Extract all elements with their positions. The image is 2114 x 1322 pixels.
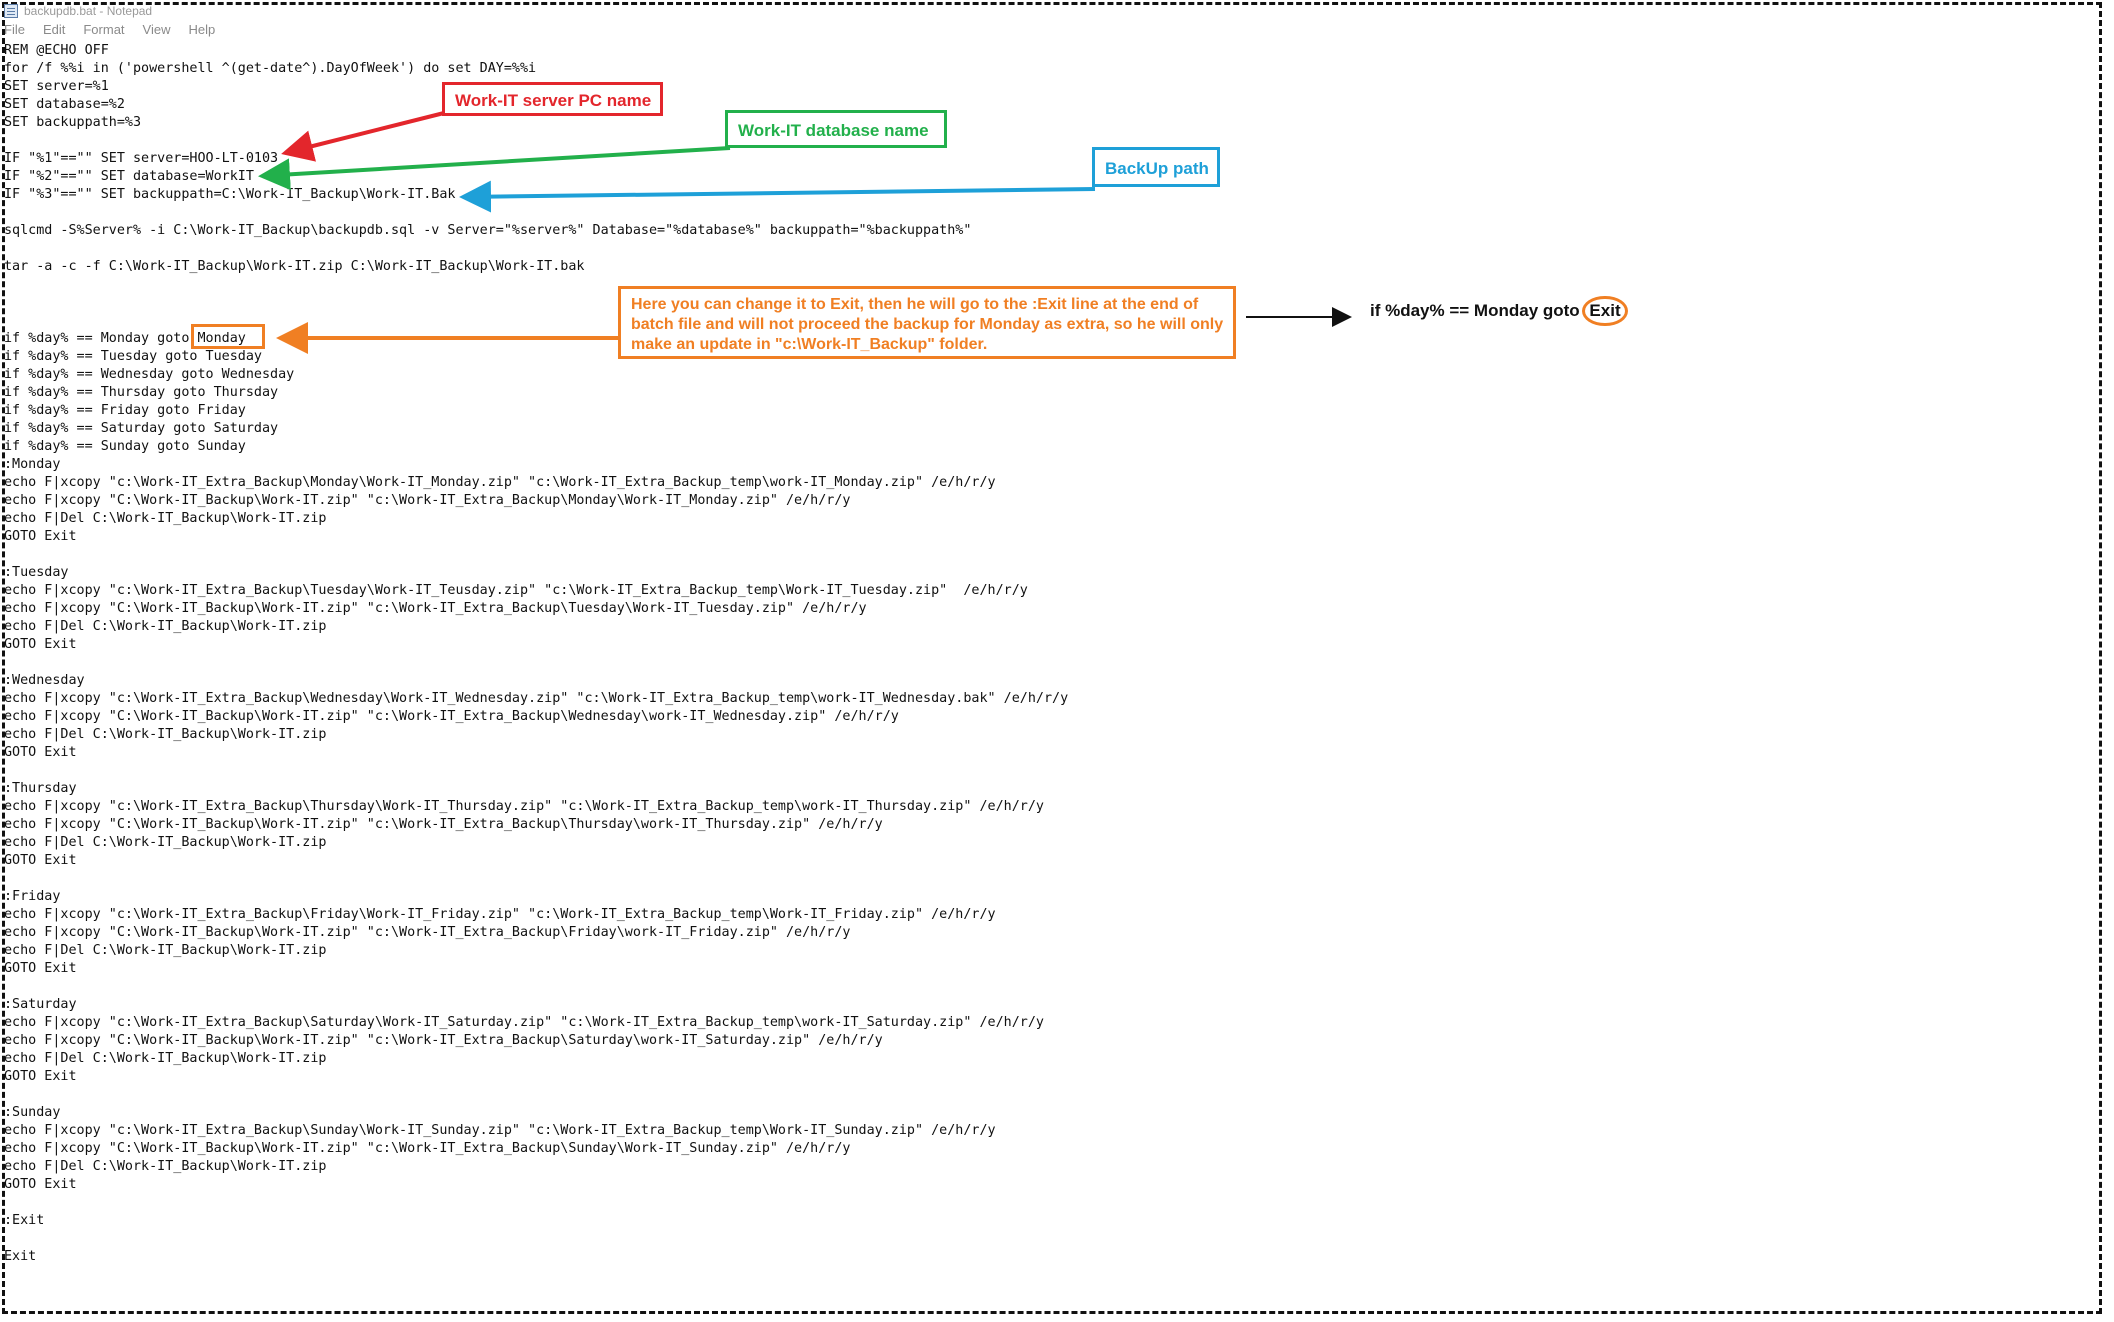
code-line: :Sunday <box>4 1105 61 1120</box>
code-line: if %day% == Wednesday goto Wednesday <box>4 367 295 382</box>
code-line: :Friday <box>4 889 61 904</box>
menu-format[interactable]: Format <box>83 22 125 37</box>
code-line: echo F|xcopy "c:\Work-IT_Extra_Backup\Thursday\Work-IT_Thursday.zip" "c:\Work-IT_Extra_Backup_temp\work-IT_Thursday.zip" /e/h/r/y <box>4 799 1044 814</box>
code-line: GOTO Exit <box>4 637 77 652</box>
window-title: backupdb.bat - Notepad <box>24 4 153 18</box>
code-line: SET database=%2 <box>4 97 125 112</box>
code-line: echo F|xcopy "c:\Work-IT_Extra_Backup\Saturday\Work-IT_Saturday.zip" "c:\Work-IT_Extra_Backup_temp\work-IT_Saturday.zip" /e/h/r/y <box>4 1015 1044 1030</box>
code-line: if %day% == Friday goto Friday <box>4 403 246 418</box>
code-line: Exit <box>4 1249 37 1264</box>
code-line: :Tuesday <box>4 565 69 580</box>
code-line: for /f %%i in ('powershell ^(get-date^).DayOfWeek') do set DAY=%%i <box>4 61 537 76</box>
code-line: echo F|xcopy "C:\Work-IT_Backup\Work-IT.zip" "c:\Work-IT_Extra_Backup\Tuesday\Work-IT_Tuesday.zip" /e/h/r/y <box>4 601 867 616</box>
example-prefix: if %day% == Monday goto <box>1370 301 1585 320</box>
code-line: echo F|xcopy "C:\Work-IT_Backup\Work-IT.zip" "c:\Work-IT_Extra_Backup\Wednesday\work-IT_Wednesday.zip" /e/h/r/y <box>4 709 899 724</box>
example-exit-circle: Exit <box>1582 296 1627 326</box>
code-line: SET server=%1 <box>4 79 109 94</box>
code-line: echo F|Del C:\Work-IT_Backup\Work-IT.zip <box>4 943 327 958</box>
monday-exit-note-callout: Here you can change it to Exit, then he will go to the :Exit line at the end of batch file and will not proceed the backup for Monday as extra, so he will only make an update in "c:\Work-IT_Backup" folder. <box>618 286 1236 359</box>
code-line: echo F|Del C:\Work-IT_Backup\Work-IT.zip <box>4 727 327 742</box>
server-arrow <box>285 113 444 153</box>
code-line: if %day% == Thursday goto Thursday <box>4 385 279 400</box>
menu-view[interactable]: View <box>142 22 171 37</box>
code-line: echo F|Del C:\Work-IT_Backup\Work-IT.zip <box>4 835 327 850</box>
code-line: :Monday <box>4 457 61 472</box>
code-line: GOTO Exit <box>4 853 77 868</box>
code-line: :Exit <box>4 1213 45 1228</box>
server-pc-name-callout: Work-IT server PC name <box>442 82 663 116</box>
code-line: :Saturday <box>4 997 77 1012</box>
code-line: echo F|xcopy "C:\Work-IT_Backup\Work-IT.zip" "c:\Work-IT_Extra_Backup\Sunday\Work-IT_Sunday.zip" /e/h/r/y <box>4 1141 851 1156</box>
database-name-callout: Work-IT database name <box>725 110 947 148</box>
code-line: GOTO Exit <box>4 1177 77 1192</box>
backup-path-arrow <box>463 189 1095 197</box>
code-line: if %day% == Saturday goto Saturday <box>4 421 279 436</box>
code-line: if %day% == Monday goto Monday <box>4 331 246 346</box>
code-line: if %day% == Tuesday goto Tuesday <box>4 349 262 364</box>
code-line: echo F|xcopy "C:\Work-IT_Backup\Work-IT.zip" "c:\Work-IT_Extra_Backup\Monday\Work-IT_Monday.zip" /e/h/r/y <box>4 493 851 508</box>
code-line: echo F|xcopy "C:\Work-IT_Backup\Work-IT.zip" "c:\Work-IT_Extra_Backup\Saturday\work-IT_Saturday.zip" /e/h/r/y <box>4 1033 883 1048</box>
code-line: echo F|xcopy "C:\Work-IT_Backup\Work-IT.zip" "c:\Work-IT_Extra_Backup\Friday\work-IT_Friday.zip" /e/h/r/y <box>4 925 851 940</box>
code-line: GOTO Exit <box>4 745 77 760</box>
menu-help[interactable]: Help <box>188 22 216 37</box>
code-line: echo F|Del C:\Work-IT_Backup\Work-IT.zip <box>4 511 327 526</box>
code-line: echo F|xcopy "c:\Work-IT_Extra_Backup\Sunday\Work-IT_Sunday.zip" "c:\Work-IT_Extra_Backup_temp\Work-IT_Sunday.zip" /e/h/r/y <box>4 1123 996 1138</box>
code-line: GOTO Exit <box>4 961 77 976</box>
code-line: echo F|xcopy "C:\Work-IT_Backup\Work-IT.zip" "c:\Work-IT_Extra_Backup\Thursday\work-IT_Thursday.zip" /e/h/r/y <box>4 817 883 832</box>
code-line: SET backuppath=%3 <box>4 115 142 130</box>
code-line: echo F|xcopy "c:\Work-IT_Extra_Backup\Wednesday\Work-IT_Wednesday.zip" "c:\Work-IT_Extra_Backup_temp\work-IT_Wednesday.bak" /e/h/r/y <box>4 691 1069 706</box>
menu-file[interactable]: File <box>4 22 25 37</box>
code-line: REM @ECHO OFF <box>4 43 109 58</box>
code-line: :Thursday <box>4 781 77 796</box>
code-line: echo F|Del C:\Work-IT_Backup\Work-IT.zip <box>4 1159 327 1174</box>
code-line: echo F|Del C:\Work-IT_Backup\Work-IT.zip <box>4 1051 327 1066</box>
code-line: :Wednesday <box>4 673 85 688</box>
code-line: sqlcmd -S%Server% -i C:\Work-IT_Backup\backupdb.sql -v Server="%server%" Database="%database%" backuppath="%backuppath%" <box>4 223 972 238</box>
code-line: GOTO Exit <box>4 1069 77 1084</box>
code-line: if %day% == Sunday goto Sunday <box>4 439 246 454</box>
code-line: echo F|xcopy "c:\Work-IT_Extra_Backup\Friday\Work-IT_Friday.zip" "c:\Work-IT_Extra_Backup_temp\Work-IT_Friday.zip" /e/h/r/y <box>4 907 996 922</box>
code-line: echo F|Del C:\Work-IT_Backup\Work-IT.zip <box>4 619 327 634</box>
code-line: echo F|xcopy "c:\Work-IT_Extra_Backup\Monday\Work-IT_Monday.zip" "c:\Work-IT_Extra_Backup_temp\work-IT_Monday.zip" /e/h/r/y <box>4 475 996 490</box>
database-arrow <box>262 148 730 176</box>
menu-edit[interactable]: Edit <box>42 22 66 37</box>
code-line: IF "%2"=="" SET database=WorkIT <box>4 169 254 184</box>
backup-path-callout: BackUp path <box>1092 147 1220 187</box>
code-line: IF "%1"=="" SET server=HOO-LT-0103 <box>4 151 279 166</box>
code-line: echo F|xcopy "c:\Work-IT_Extra_Backup\Tuesday\Work-IT_Teusday.zip" "c:\Work-IT_Extra_Backup_temp\Work-IT_Tuesday.zip" /e/h/r/y <box>4 583 1028 598</box>
code-line: GOTO Exit <box>4 529 77 544</box>
code-line: tar -a -c -f C:\Work-IT_Backup\Work-IT.zip C:\Work-IT_Backup\Work-IT.bak <box>4 259 585 274</box>
code-line: IF "%3"=="" SET backuppath=C:\Work-IT_Backup\Work-IT.Bak <box>4 187 456 202</box>
